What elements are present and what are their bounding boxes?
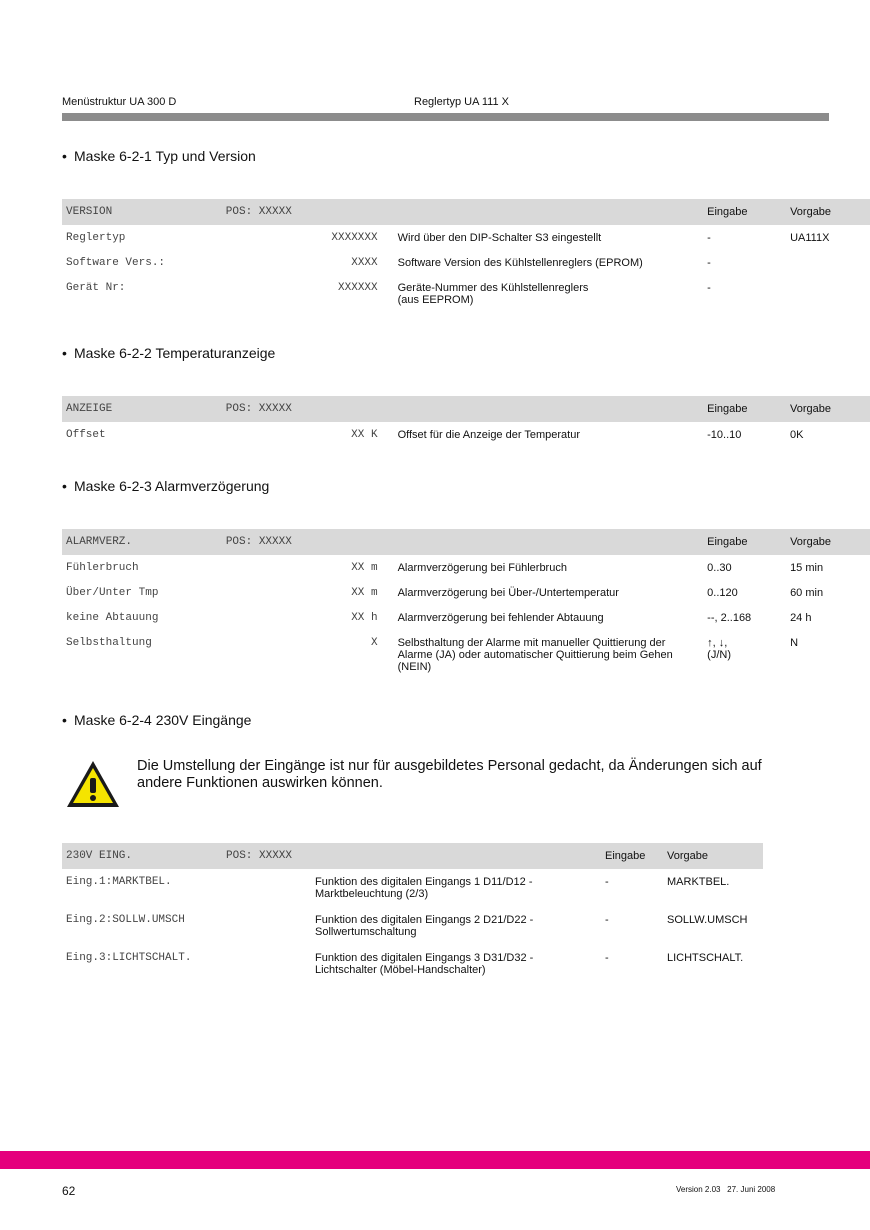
table-row: Gerät Nr: XXXXXX Geräte-Nummer des Kühlstellenreglers (aus EEPROM) -	[66, 282, 711, 306]
section-title-alarmverzoegerung: • Maske 6-2-3 Alarmverzögerung	[62, 478, 270, 494]
table-row: Eing.1:MARKTBEL. Funktion des digitalen Eingangs 1 D11/D12 - Marktbeleuchtung (2/3) - MARKTBEL.	[66, 876, 730, 900]
table-header-row: ANZEIGE POS: XXXXX Eingabe Vorgabe	[62, 396, 870, 422]
section-title-230v-eingaenge: • Maske 6-2-4 230V Eingänge	[62, 712, 252, 728]
table-row: Eing.3:LICHTSCHALT. Funktion des digitalen Eingangs 3 D31/D32 - Lichtschalter (Möbel-Handschalter) - LICHTSCHALT.	[66, 952, 744, 976]
table-row: Fühlerbruch XX m Alarmverzögerung bei Fühlerbruch 0..30 15 min	[66, 562, 824, 574]
bullet-icon: •	[62, 712, 67, 728]
footer-bar	[0, 1151, 870, 1169]
table-header-row: ALARMVERZ. POS: XXXXX Eingabe Vorgabe	[62, 529, 870, 555]
table-version	[62, 199, 870, 306]
table-row: Eing.2:SOLLW.UMSCH Funktion des digitalen Eingangs 2 D21/D22 - Sollwertumschaltung - SOLLW.UMSCH	[66, 914, 748, 938]
table-header-row: 230V EING. POS: XXXXX Eingabe Vorgabe	[62, 843, 763, 869]
col-vorgabe: Vorgabe	[790, 199, 870, 225]
table-header-row	[62, 199, 870, 225]
table-row: keine Abtauung XX h Alarmverzögerung bei fehlender Abtauung --, 2..168 24 h	[66, 612, 812, 624]
table-row: Offset XX K Offset für die Anzeige der Temperatur -10..10 0K	[66, 429, 804, 441]
section-title-typ-version: • Maske 6-2-1 Typ und Version	[62, 148, 256, 164]
table-alarmverz	[62, 529, 870, 675]
section-title-temperaturanzeige: • Maske 6-2-2 Temperaturanzeige	[62, 345, 276, 361]
header-center: Reglertyp UA 111 X	[414, 96, 509, 108]
table-row: Reglertyp XXXXXXX Wird über den DIP-Schalter S3 eingestellt - UA111X	[66, 232, 830, 244]
bullet-icon: •	[62, 345, 67, 361]
table-row: Über/Unter Tmp XX m Alarmverzögerung bei Über-/Untertemperatur 0..120 60 min	[66, 587, 824, 599]
col-name: VERSION	[62, 199, 226, 225]
header-left: Menüstruktur UA 300 D	[62, 96, 177, 108]
table-row: Selbsthaltung X Selbsthaltung der Alarme mit manueller Quittierung der Alarme (JA) oder automatischer Quittierung beim Gehen (NEIN) ↑, ↓, (J/N) N	[66, 637, 799, 673]
col-pos: POS: XXXXX	[226, 199, 302, 225]
header-bar	[62, 113, 829, 121]
table-230v-eing	[62, 843, 763, 983]
bullet-icon: •	[62, 148, 67, 164]
page-number: 62	[62, 1184, 76, 1198]
warning-text: Die Umstellung der Eingänge ist nur für ausgebildetes Personal gedacht, da Änderungen sich auf andere Funktionen auswirken können.	[137, 758, 762, 791]
bullet-icon: •	[62, 478, 67, 494]
table-row: Software Vers.: XXXX Software Version des Kühlstellenreglers (EPROM) -	[66, 257, 711, 269]
version-info: Version 2.03 27. Juni 2008	[676, 1185, 776, 1194]
col-eingabe: Eingabe	[707, 199, 790, 225]
warning-triangle-icon	[65, 759, 121, 809]
table-anzeige	[62, 396, 870, 447]
